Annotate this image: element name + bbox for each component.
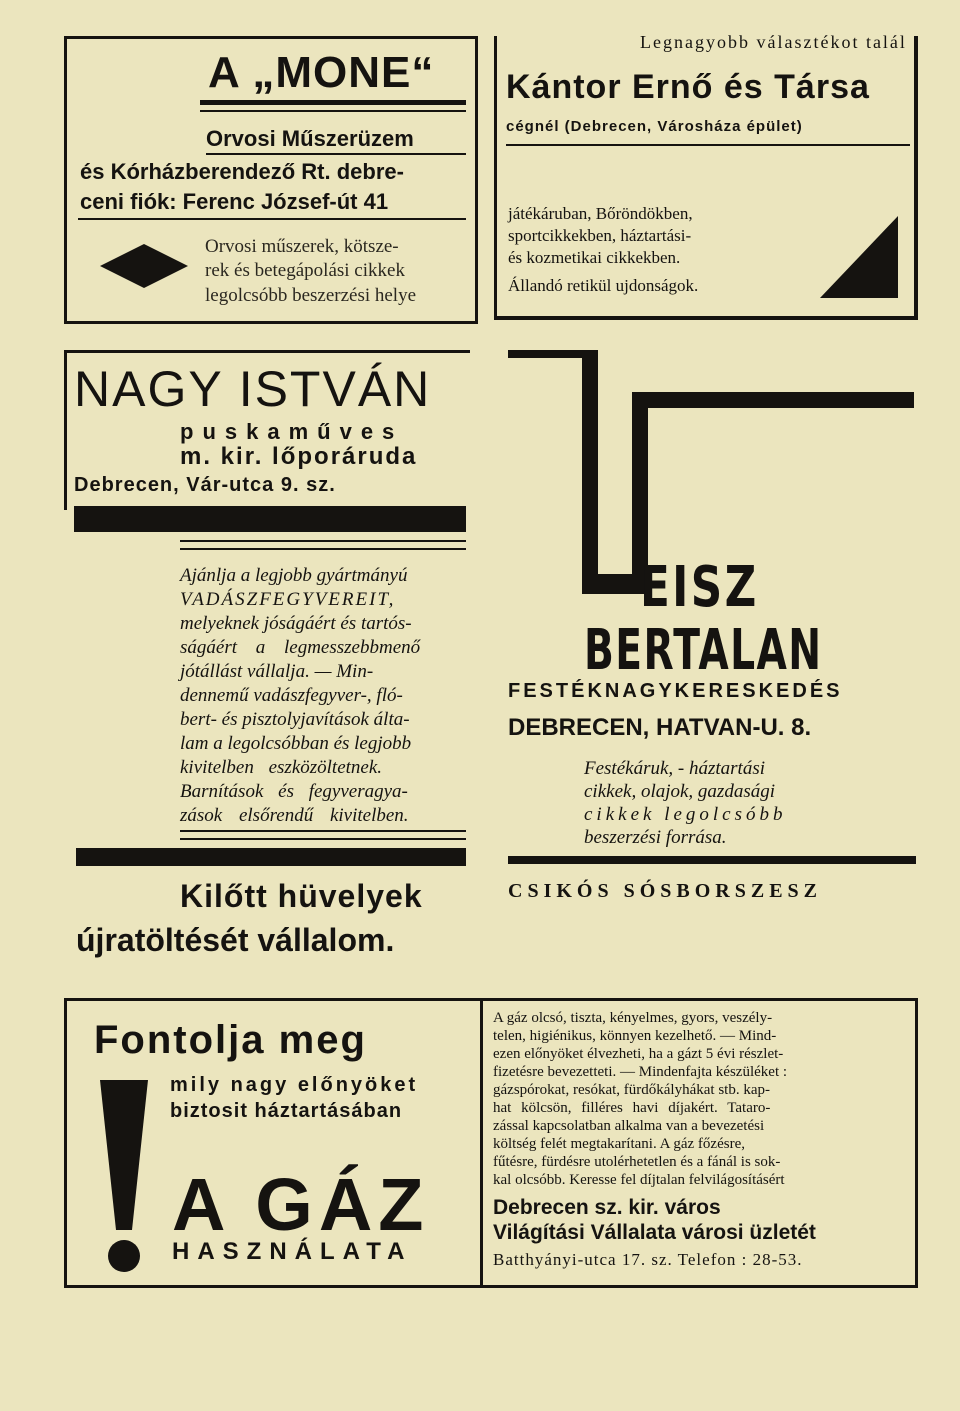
weisz-name2: BERTALAN: [584, 618, 823, 683]
weisz-body-2: cikkek legolcsóbb: [584, 804, 787, 825]
gaz-use: HASZNÁLATA: [172, 1238, 413, 1265]
nagy-body-2: melyeknek jóságáért és tartós-: [180, 613, 412, 634]
kantor-bottom-rule: [494, 316, 918, 320]
weisz-name1: EISZ: [640, 555, 759, 620]
nagy-thin-rule-3: [180, 830, 466, 832]
nagy-black-band: [74, 506, 466, 532]
nagy-line3: Debrecen, Vár-utca 9. sz.: [74, 474, 336, 496]
nagy-top-rule: [64, 350, 470, 353]
mone-line1: Orvosi Műszerüzem: [206, 126, 414, 151]
weisz-pipe-top: [632, 392, 914, 408]
nagy-body-6: bert- és pisztolyjavítások álta-: [180, 709, 410, 730]
gaz-text-9: kal olcsóbb. Keresse fel díjtalan felvilágosításért: [493, 1172, 785, 1188]
nagy-body-8: kivitelben eszközöltetnek.: [180, 757, 383, 778]
triangle-icon: [820, 216, 898, 298]
gaz-text-1: telen, higiénikus, könnyen kezelhető. — Mind-: [493, 1028, 777, 1044]
mone-rule: [206, 153, 466, 155]
nagy-body-1: VADÁSZFEGYVEREIT,: [180, 589, 396, 610]
nagy-thin-rule-1: [180, 540, 466, 542]
nagy-body-9: Barnítások és fegyveragya-: [180, 781, 408, 802]
mone-underline-thin: [200, 110, 466, 112]
mone-line3: ceni fiók: Ferenc József-út 41: [80, 189, 389, 214]
weisz-top-band: [508, 350, 588, 358]
weisz-body-1: cikkek, olajok, gazdasági: [584, 781, 776, 802]
mone-rule-2: [78, 218, 466, 220]
gaz-text-6: zással kapcsolatban alkalma van a bevezetési: [493, 1118, 765, 1134]
gaz-text-0: A gáz olcsó, tiszta, kényelmes, gyors, veszély-: [493, 1010, 773, 1026]
gaz-line1: mily nagy előnyöket: [170, 1074, 419, 1096]
nagy-body-7: lam a legolcsóbban és legjobb: [180, 733, 412, 754]
kantor-left-rule: [494, 36, 497, 320]
vil-line3: Batthyányi-utca 17. sz. Telefon : 28-53.: [493, 1250, 803, 1269]
mone-body3: legolcsóbb beszerzési helye: [205, 285, 417, 306]
weisz-body-3: beszerzési forrása.: [584, 827, 727, 848]
gaz-top-rule: [64, 998, 918, 1001]
nagy-body-10: zások elsőrendű kivitelben.: [180, 805, 409, 826]
gaz-text-7: költség felét megtakarítani. A gáz főzésre,: [493, 1136, 745, 1152]
gaz-bottom-rule: [64, 1285, 918, 1288]
nagy-thin-rule-4: [180, 838, 466, 840]
nagy-body-3: ságáért a legmesszebbmenő: [180, 637, 421, 658]
weisz-pipe-1: [582, 350, 598, 590]
diamond-icon: [100, 244, 188, 288]
mone-line2: és Kórházberendező Rt. debre-: [80, 159, 404, 184]
nagy-black-band-2: [76, 848, 466, 866]
kantor-body2: sportcikkekben, háztartási-: [508, 226, 692, 245]
kantor-subtitle: cégnél (Debrecen, Városháza épület): [506, 118, 803, 135]
gaz-title: Fontolja meg: [94, 1018, 367, 1062]
gaz-text-4: gázspórokat, resókat, fürdőkályhákat stb. kap-: [493, 1082, 770, 1098]
mone-title: A „MONE“: [208, 48, 435, 97]
gaz-right-rule: [915, 998, 918, 1288]
kilott-line1: Kilőtt hüvelyek: [180, 878, 423, 914]
kantor-body3: és kozmetikai cikkekben.: [508, 248, 681, 267]
nagy-left-rule: [64, 350, 67, 510]
weisz-body-0: Festékáruk, - háztartási: [584, 758, 766, 779]
nagy-thin-rule-2: [180, 548, 466, 550]
kantor-body4: Állandó retikül ujdonságok.: [508, 276, 699, 295]
kantor-rule: [506, 144, 910, 146]
mone-underline: [200, 100, 466, 105]
weisz-line1: FESTÉKNAGYKERESKEDÉS: [508, 680, 843, 702]
kantor-top: Legnagyobb választékot talál: [640, 32, 907, 52]
gaz-mid-rule: [480, 998, 483, 1288]
gaz-text-3: fizetésre bevezetteti. — Mindenfajta készüléket :: [493, 1064, 788, 1080]
gaz-line2: biztosit háztartásában: [170, 1100, 403, 1122]
gaz-big: A GÁZ: [172, 1163, 430, 1246]
weisz-bottom-band: [508, 856, 916, 864]
nagy-body-4: jótállást vállalja. — Min-: [180, 661, 374, 682]
nagy-line2: m. kir. lőporáruda: [180, 443, 418, 470]
vil-line2: Világítási Vállalata városi üzletét: [493, 1221, 816, 1244]
kilott-line2: újratöltését vállalom.: [76, 922, 395, 958]
weisz-line2: DEBRECEN, HATVAN-U. 8.: [508, 714, 812, 741]
exclamation-icon: [94, 1080, 154, 1276]
weisz-w-base: [582, 574, 648, 594]
nagy-subtitle: puskaműves: [180, 419, 404, 444]
gaz-text-5: hat kölcsön, filléres havi díjakért. Tataro-: [493, 1100, 771, 1116]
mone-body1: Orvosi műszerek, kötsze-: [205, 236, 399, 257]
nagy-body-0: Ajánlja a legjobb gyártmányú: [180, 565, 408, 586]
gaz-left-rule: [64, 998, 67, 1288]
kantor-body1: játékáruban, Bőröndökben,: [508, 204, 693, 223]
nagy-body-5: dennemű vadászfegyver-, fló-: [180, 685, 403, 706]
kantor-right-rule: [914, 36, 918, 320]
vil-line1: Debrecen sz. kir. város: [493, 1196, 721, 1219]
gaz-text-8: fűtésre, fürdésre utolérhetetlen és a fánál is sok-: [493, 1154, 781, 1170]
csikos-text: CSIKÓS SÓSBORSZESZ: [508, 880, 822, 902]
mone-body2: rek és betegápolási cikkek: [205, 260, 405, 281]
nagy-title: NAGY ISTVÁN: [74, 361, 432, 417]
gaz-text-2: ezen előnyöket élvezheti, ha a gázt 5 évi részlet-: [493, 1046, 784, 1062]
kantor-title: Kántor Ernő és Társa: [506, 68, 870, 106]
